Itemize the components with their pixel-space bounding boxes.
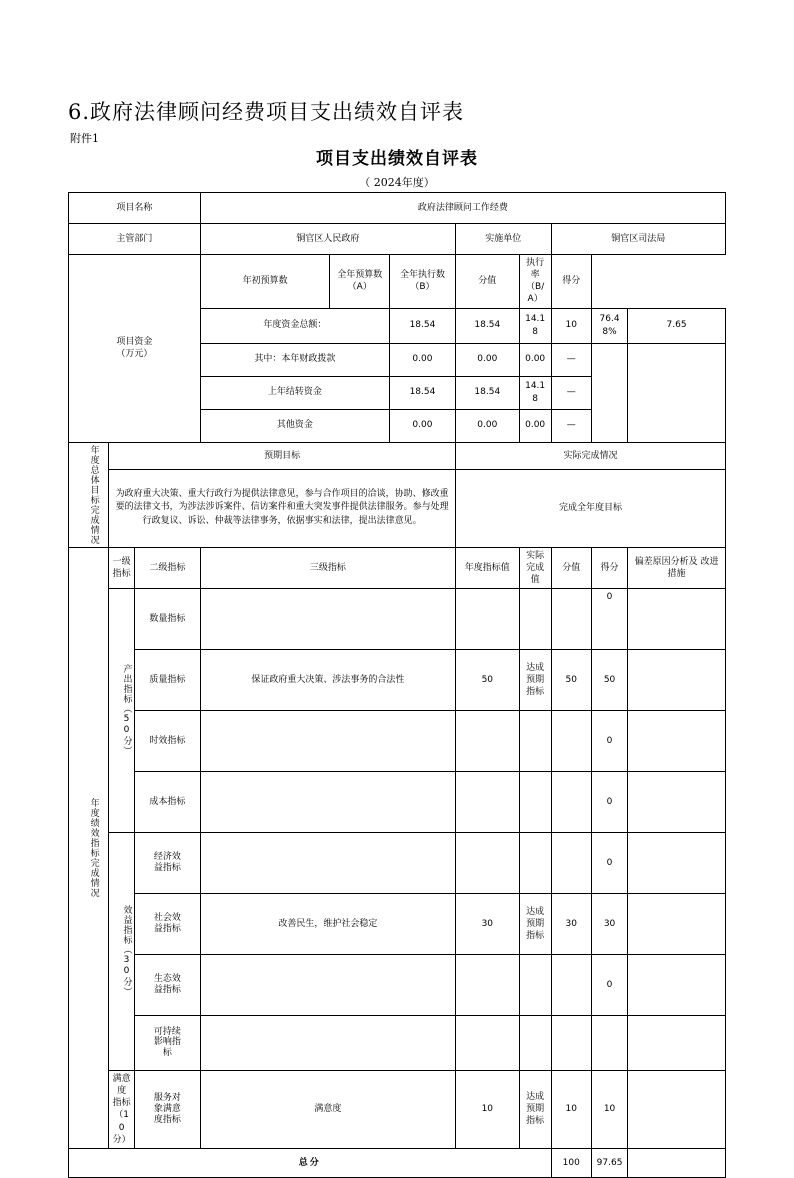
indicator-deviation-output-2: [628, 710, 726, 771]
funds-col-annual-executed-l1: 全年执行数: [399, 270, 445, 281]
indicator-deviation-benefit-1: [628, 893, 726, 954]
funds-col-annual-budget-l1: 全年预算数: [337, 270, 383, 281]
indicator-score-output-3: 0: [591, 771, 627, 832]
project-funds-label-line2: （万元）: [116, 349, 153, 360]
indicator-header-actual-value: 实际完成值: [519, 547, 551, 588]
funds-row-rate-merged: [591, 343, 627, 442]
indicator-level2-output-1: 质量指标: [134, 649, 200, 710]
indicator-deviation-satisfaction-0: [628, 1070, 726, 1148]
indicator-target-satisfaction-0: 10: [455, 1070, 519, 1148]
indicator-weight-benefit-3: [551, 1015, 591, 1070]
attachment-label: 附件1: [70, 132, 99, 145]
expected-target-text: 为政府重大决策、重大行政行为提供法律意见，参与合作项目的洽谈，协助、修改重要的法律文书，为涉法涉诉案件、信访案件和重大突发事件提供法律服务。参与处理行政复议、诉讼、仲裁等法律事务，依据事实和法律，提出法律意见。: [109, 470, 456, 547]
department-label: 主管部门: [69, 224, 201, 255]
total-weight: 100: [551, 1148, 591, 1177]
funds-col-exec-rate: [519, 255, 551, 309]
total-deviation: [628, 1148, 726, 1177]
indicator-level3-output-1: 保证政府重大决策、涉法事务的合法性: [200, 649, 455, 710]
indicator-actual-output-0: [519, 588, 551, 649]
indicator-header-level1-l1: 一级: [112, 556, 131, 567]
funds-row-budget-3: 0.00: [455, 409, 519, 442]
performance-self-evaluation-table: [68, 192, 726, 1178]
funds-row-score-merged: [628, 343, 726, 442]
indicator-header-score: 得分: [591, 547, 627, 588]
table-title: 项目支出绩效自评表: [316, 149, 478, 169]
funds-row-initial-2: 18.54: [390, 376, 456, 409]
indicator-deviation-output-0: [628, 588, 726, 649]
implementing-unit-value: 铜官区司法局: [551, 224, 725, 255]
table-year: （ 2024年度）: [359, 176, 435, 189]
page-title: 6.政府法律顾问经费项目支出绩效自评表: [68, 100, 465, 124]
funds-row-weight-0: 10: [551, 308, 591, 343]
indicator-target-benefit-3: [455, 1015, 519, 1070]
funds-col-annual-executed: [390, 255, 456, 309]
table-row-department: [69, 224, 726, 255]
funds-col-weight: 分值: [455, 255, 519, 309]
indicator-group-output-l2: 指标: [121, 684, 132, 705]
indicator-score-satisfaction-0: 10: [591, 1070, 627, 1148]
project-funds-label: [69, 255, 201, 443]
funds-row-executed-2: 14.18: [519, 376, 551, 409]
indicator-group-benefit-label: [109, 832, 135, 1070]
table-row-indicator-output-2: [69, 649, 726, 710]
table-row-indicator-benefit-2: [69, 893, 726, 954]
indicator-deviation-benefit-0: [628, 832, 726, 893]
indicator-target-output-1: 50: [455, 649, 519, 710]
indicator-weight-output-1: 50: [551, 649, 591, 710]
indicator-weight-benefit-1: 30: [551, 893, 591, 954]
indicator-target-benefit-2: [455, 954, 519, 1015]
indicator-weight-output-2: [551, 710, 591, 771]
indicator-actual-benefit-1: 达成预期指标: [519, 893, 551, 954]
indicator-level3-benefit-1: 改善民生，维护社会稳定: [200, 893, 455, 954]
indicator-header-level1-l2: 指标: [112, 568, 131, 579]
funds-row-label-1: 其中：本年财政拨款: [200, 343, 389, 376]
indicator-score-benefit-1: 30: [591, 893, 627, 954]
indicator-deviation-output-1: [628, 649, 726, 710]
indicator-level3-output-3: [200, 771, 455, 832]
table-row-total: [69, 1148, 726, 1177]
funds-row-initial-3: 0.00: [390, 409, 456, 442]
table-row-indicator-benefit-1: [69, 832, 726, 893]
funds-col-score: 得分: [551, 255, 591, 309]
indicator-actual-benefit-3: [519, 1015, 551, 1070]
indicator-group-benefit-l1: 效益: [121, 905, 132, 926]
table-row-indicator-satisfaction: [69, 1070, 726, 1148]
project-name-value: 政府法律顾问工作经费: [200, 193, 725, 224]
indicator-header-level3: 三级指标: [200, 547, 455, 588]
indicator-group-output-l1: 产出: [121, 664, 132, 685]
funds-col-initial-budget: 年初预算数: [200, 255, 330, 309]
indicator-actual-benefit-2: [519, 954, 551, 1015]
indicator-group-satisfaction-l2: 指标: [112, 1098, 131, 1109]
funds-row-label-0: 年度资金总额：: [200, 308, 389, 343]
indicator-weight-output-3: [551, 771, 591, 832]
total-label: 总分: [69, 1148, 552, 1177]
table-row-indicator-output-3: [69, 710, 726, 771]
indicator-actual-output-3: [519, 771, 551, 832]
table-row-indicator-benefit-4: [69, 1015, 726, 1070]
indicator-weight-benefit-0: [551, 832, 591, 893]
funds-row-initial-1: 0.00: [390, 343, 456, 376]
indicator-level2-output-3: 成本指标: [134, 771, 200, 832]
indicator-level3-satisfaction-0: 满意度: [200, 1070, 455, 1148]
indicator-group-benefit-l3: （30分）: [121, 945, 132, 998]
indicator-level2-output-2: 时效指标: [134, 710, 200, 771]
indicator-header-weight: 分值: [551, 547, 591, 588]
indicator-deviation-benefit-3: [628, 1015, 726, 1070]
indicator-deviation-benefit-2: [628, 954, 726, 1015]
indicator-section-side-label: [69, 547, 109, 1148]
table-row-indicator-benefit-3: [69, 954, 726, 1015]
indicator-level3-benefit-0: [200, 832, 455, 893]
funds-col-exec-rate-l1: 执行率: [526, 258, 545, 281]
indicator-header-deviation: 偏差原因分析及 改进措施: [628, 547, 726, 588]
indicator-actual-satisfaction-0: 达成预期指标: [519, 1070, 551, 1148]
indicator-level3-benefit-3: [200, 1015, 455, 1070]
indicator-score-output-0: 0: [591, 588, 627, 649]
funds-row-weight-2: —: [551, 376, 591, 409]
funds-row-budget-0: 18.54: [455, 308, 519, 343]
indicator-group-satisfaction-l1: 满意度: [112, 1073, 131, 1097]
indicator-actual-output-1: 达成预期指标: [519, 649, 551, 710]
actual-completion-header: 实际完成情况: [455, 442, 725, 470]
implementing-unit-label: 实施单位: [455, 224, 551, 255]
indicator-group-output-l3: （50分）: [121, 704, 132, 757]
indicator-level2-benefit-2: 生态效益指标: [134, 954, 200, 1015]
indicator-level2-benefit-0: 经济效益指标: [134, 832, 200, 893]
funds-row-executed-0: 14.18: [519, 308, 551, 343]
funds-col-exec-rate-l2: （B/A）: [526, 282, 545, 305]
funds-row-label-3: 其他资金: [200, 409, 389, 442]
funds-row-label-2: 上年结转资金: [200, 376, 389, 409]
funds-col-annual-executed-l2: （B）: [410, 282, 435, 293]
indicator-score-output-1: 50: [591, 649, 627, 710]
expected-target-header: 预期目标: [109, 442, 456, 470]
funds-row-budget-2: 18.54: [455, 376, 519, 409]
indicator-target-output-3: [455, 771, 519, 832]
indicator-level3-output-0: [200, 588, 455, 649]
indicator-score-output-2: 0: [591, 710, 627, 771]
indicator-level2-satisfaction-0: 服务对象满意度指标: [134, 1070, 200, 1148]
funds-row-weight-1: —: [551, 343, 591, 376]
indicator-group-satisfaction-l3: （10分）: [112, 1110, 131, 1145]
table-row-indicator-output-4: [69, 771, 726, 832]
table-row-overall-content: [69, 470, 726, 547]
indicator-section-side-label-text: 年度绩效指标完成情况: [88, 797, 99, 898]
funds-row-initial-0: 18.54: [390, 308, 456, 343]
actual-completion-text: 完成全年度目标: [455, 470, 725, 547]
funds-row-rate-0: 76.48%: [591, 308, 627, 343]
annual-overall-side-label: [69, 442, 109, 547]
project-name-label: 项目名称: [69, 193, 201, 224]
indicator-level3-benefit-2: [200, 954, 455, 1015]
indicator-level3-output-2: [200, 710, 455, 771]
indicator-score-benefit-0: 0: [591, 832, 627, 893]
table-row-overall-header: [69, 442, 726, 470]
funds-row-executed-1: 0.00: [519, 343, 551, 376]
indicator-group-benefit-l2: 指标: [121, 925, 132, 946]
indicator-weight-satisfaction-0: 10: [551, 1070, 591, 1148]
indicator-target-benefit-1: 30: [455, 893, 519, 954]
indicator-target-output-0: [455, 588, 519, 649]
indicator-weight-benefit-2: [551, 954, 591, 1015]
funds-row-score-0: 7.65: [628, 308, 726, 343]
indicator-actual-benefit-0: [519, 832, 551, 893]
department-value: 铜官区人民政府: [200, 224, 455, 255]
table-row-funds-header: [69, 255, 726, 309]
funds-row-budget-1: 0.00: [455, 343, 519, 376]
table-row-indicator-header: [69, 547, 726, 588]
indicator-level2-output-0: 数量指标: [134, 588, 200, 649]
indicator-header-target-value: 年度指标值: [455, 547, 519, 588]
indicator-group-satisfaction-label: [109, 1070, 135, 1148]
indicator-score-benefit-3: [591, 1015, 627, 1070]
indicator-actual-output-2: [519, 710, 551, 771]
project-funds-label-line1: 项目资金: [116, 337, 153, 348]
indicator-group-output-label: [109, 588, 135, 832]
indicator-header-level1: [109, 547, 135, 588]
indicator-level2-benefit-1: 社会效益指标: [134, 893, 200, 954]
indicator-target-benefit-0: [455, 832, 519, 893]
table-row-indicator-output-1: [69, 588, 726, 649]
table-row-project-name: [69, 193, 726, 224]
funds-col-annual-budget-l2: （A）: [347, 282, 372, 293]
total-score: 97.65: [591, 1148, 627, 1177]
indicator-deviation-output-3: [628, 771, 726, 832]
funds-row-weight-3: —: [551, 409, 591, 442]
funds-col-annual-budget: [330, 255, 390, 309]
funds-row-executed-3: 0.00: [519, 409, 551, 442]
annual-overall-side-label-text: 年度总体目标完成情况: [88, 444, 99, 545]
indicator-header-level2: 二级指标: [134, 547, 200, 588]
indicator-level2-benefit-3: 可持续影响指标: [134, 1015, 200, 1070]
indicator-target-output-2: [455, 710, 519, 771]
indicator-weight-output-0: [551, 588, 591, 649]
indicator-score-benefit-2: 0: [591, 954, 627, 1015]
